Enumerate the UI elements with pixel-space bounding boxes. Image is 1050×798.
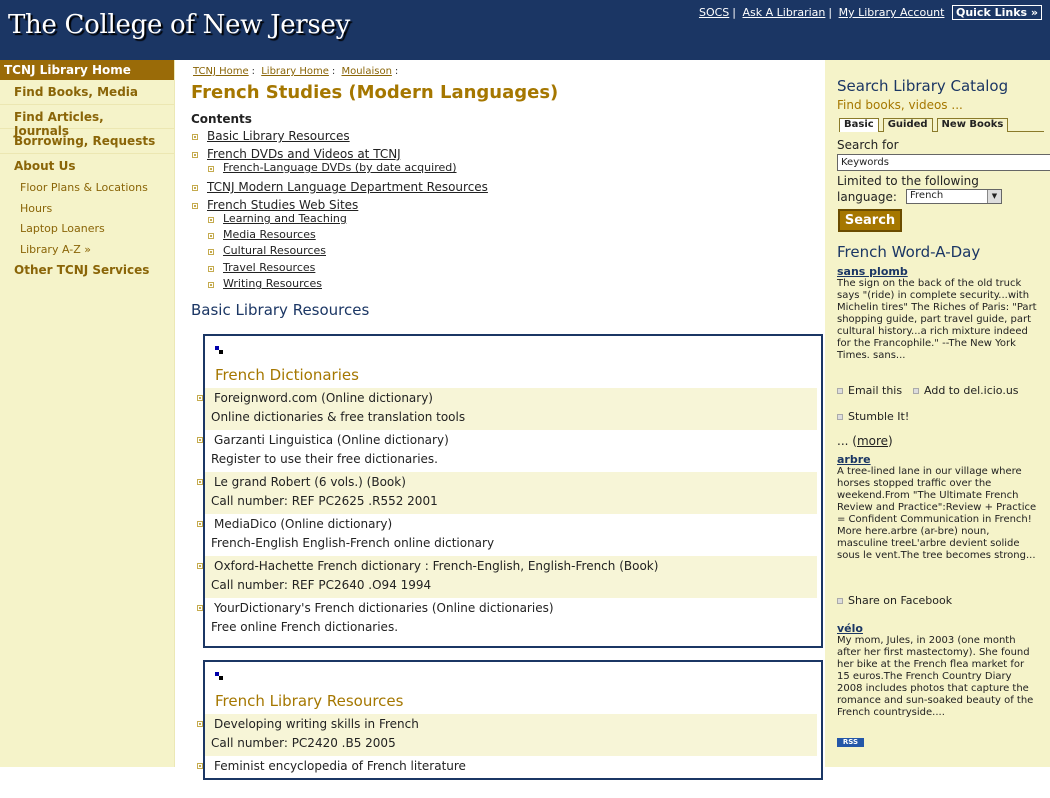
main-content (175, 60, 825, 773)
box-title: French Library Resources (215, 692, 404, 710)
list-item (205, 598, 817, 640)
stumble-it-link[interactable]: Stumble It! (848, 410, 910, 423)
toc-modern-language-dept[interactable]: TCNJ Modern Language Department Resources (207, 180, 488, 194)
toc-basic-library-resources[interactable]: Basic Library Resources (207, 129, 350, 143)
chevron-down-icon[interactable]: ▼ (987, 190, 1001, 203)
word-entry-title[interactable]: vélo (837, 622, 863, 635)
list-item (205, 756, 817, 798)
bullet-icon (208, 217, 214, 223)
resource-link[interactable]: MediaDico (Online dictionary) (214, 517, 393, 531)
nav-library-home[interactable]: TCNJ Library Home (0, 60, 174, 80)
left-navigation (0, 60, 175, 767)
email-icon (837, 388, 843, 394)
stumble-icon (837, 414, 843, 420)
toc-french-web-sites[interactable]: French Studies Web Sites (207, 198, 359, 212)
delicious-icon (913, 388, 919, 394)
word-entry-body: My mom, Jules, in 2003 (one month after her first mastectomy). She found her bike at the French flea market for 15 euros.The French Country Diary 2008 includes photos that capture the romance and sun-soaked beauty of the French countryside.... (837, 635, 1034, 718)
more-link[interactable]: more (856, 434, 889, 448)
resource-link[interactable]: Feminist encyclopedia of French literature (214, 759, 466, 773)
bullet-icon (192, 203, 198, 209)
toc-travel-resources[interactable]: Travel Resources (223, 261, 316, 274)
separator: | (828, 6, 833, 19)
resource-link[interactable]: YourDictionary's French dictionaries (Online dictionaries) (214, 601, 554, 615)
contents-heading: Contents (191, 112, 252, 126)
search-catalog-subtitle: Find books, videos ... (837, 98, 963, 112)
nav-hours[interactable]: Hours (20, 201, 53, 215)
toc-media-resources[interactable]: Media Resources (223, 228, 316, 241)
resource-link[interactable]: Garzanti Linguistica (Online dictionary) (214, 433, 449, 447)
site-header (0, 0, 1050, 60)
bullet-icon (208, 249, 214, 255)
separator: : (331, 66, 336, 77)
search-input[interactable]: Keywords (837, 154, 1050, 171)
resource-note: Online dictionaries & free translation tools (211, 410, 466, 424)
socs-link[interactable]: SOCS (698, 6, 730, 19)
bullet-icon (197, 437, 203, 443)
search-for-label: Search for (837, 138, 899, 152)
nav-laptop-loaners[interactable]: Laptop Loaners (20, 222, 105, 235)
nav-library-a-z[interactable]: Library A-Z » (20, 242, 91, 256)
page-title: French Studies (Modern Languages) (191, 82, 559, 103)
toc-french-dvds[interactable]: French DVDs and Videos at TCNJ (207, 147, 401, 161)
tab-guided[interactable]: Guided (883, 118, 933, 132)
resource-box-dictionaries (203, 334, 823, 648)
nav-other-services[interactable]: Other TCNJ Services (14, 263, 150, 277)
toc-cultural-resources[interactable]: Cultural Resources (223, 244, 326, 257)
toc-learning-teaching[interactable]: Learning and Teaching (223, 212, 347, 225)
language-select-value: French (910, 190, 944, 201)
my-library-account-link[interactable]: My Library Account (838, 6, 945, 19)
breadcrumb (193, 66, 401, 77)
bullet-icon (197, 521, 203, 527)
section-heading: Basic Library Resources (191, 301, 370, 319)
language-select[interactable] (906, 189, 1002, 204)
bullet-icon (208, 166, 214, 172)
list-item (205, 430, 817, 472)
list-item (205, 388, 817, 430)
breadcrumb-tcnj-home[interactable]: TCNJ Home (193, 66, 249, 77)
share-facebook-link[interactable]: Share on Facebook (848, 594, 953, 607)
resource-note: Register to use their free dictionaries. (211, 452, 438, 466)
email-this-link[interactable]: Email this (848, 384, 903, 397)
list-item (205, 714, 817, 756)
resource-link[interactable]: Foreignword.com (Online dictionary) (214, 391, 433, 405)
nav-borrowing-requests[interactable]: Borrowing, Requests (0, 129, 174, 154)
more-container (837, 434, 893, 448)
word-entry-title[interactable]: sans plomb (837, 265, 908, 278)
separator: | (732, 6, 736, 19)
separator: : (251, 66, 256, 77)
resource-link[interactable]: Developing writing skills in French (214, 717, 419, 731)
ask-librarian-link[interactable]: Ask A Librarian (742, 6, 826, 19)
resource-note: Call number: PC2420 .B5 2005 (211, 736, 396, 750)
box-toggle-icon[interactable] (215, 346, 223, 354)
bullet-icon (197, 763, 203, 769)
resource-note: Call number: REF PC2625 .R552 2001 (211, 494, 438, 508)
word-entry-body: A tree-lined lane in our village where horses stopped traffic over the weekend.From "The Ultimate French Review and Practice":Review + Practice = Confident Communication in French! More here.arbre (ar-bre) noun, masculine treeL'arbre devient solide sous le vent.The tree becomes strong... (837, 466, 1037, 561)
more-suffix: ) (888, 434, 893, 448)
list-item (205, 514, 817, 556)
rss-icon[interactable]: RSS (837, 738, 864, 747)
language-limit-label: Limited to the following language: (837, 174, 979, 204)
word-entry-title[interactable]: arbre (837, 453, 871, 466)
bullet-icon (197, 395, 203, 401)
list-item (205, 556, 817, 598)
resource-note: French-English English-French online dictionary (211, 536, 495, 550)
site-title[interactable]: The College of New Jersey (8, 10, 350, 40)
bullet-icon (192, 185, 198, 191)
list-item (205, 472, 817, 514)
bullet-icon (197, 563, 203, 569)
bullet-icon (192, 152, 198, 158)
tab-new-books[interactable]: New Books (937, 118, 1009, 132)
bullet-icon (208, 282, 214, 288)
breadcrumb-library-home[interactable]: Library Home (261, 66, 329, 77)
word-entry-body: The sign on the back of the old truck says "(ride) in complete security...with Michelin tires" The Riches of Paris: "Part shopping guide, part travel guide, part cultural history...a rich mixture indeed for the Francophile." --The New York Times. sans... (837, 278, 1037, 361)
nav-floor-plans[interactable]: Floor Plans & Locations (20, 181, 148, 194)
separator: : (394, 66, 399, 77)
tab-basic[interactable]: Basic (839, 118, 879, 132)
resource-note: Call number: REF PC2640 .O94 1994 (211, 578, 432, 592)
add-delicious-link[interactable]: Add to del.icio.us (924, 384, 1019, 397)
bullet-icon (208, 233, 214, 239)
nav-about-us[interactable]: About Us (14, 158, 76, 173)
bullet-icon (197, 721, 203, 727)
nav-find-articles-journals[interactable]: Find Articles, Journals (0, 105, 174, 130)
resource-note: Free online French dictionaries. (211, 620, 399, 634)
bullet-icon (192, 134, 198, 140)
word-a-day-title: French Word-A-Day (837, 243, 981, 261)
nav-find-books-media[interactable]: Find Books, Media (0, 80, 174, 105)
quick-links-button[interactable]: Quick Links » (952, 5, 1042, 20)
search-button[interactable]: Search (838, 209, 902, 232)
right-sidebar (825, 60, 1050, 767)
bullet-icon (197, 479, 203, 485)
search-tabs (839, 118, 1044, 132)
box-title: French Dictionaries (215, 366, 359, 384)
toc-french-language-dvds[interactable]: French-Language DVDs (by date acquired) (223, 161, 457, 174)
bullet-icon (197, 605, 203, 611)
top-links (699, 5, 1042, 20)
bullet-icon (208, 266, 214, 272)
breadcrumb-moulaison[interactable]: Moulaison (341, 66, 392, 77)
box-toggle-icon[interactable] (215, 672, 223, 680)
resource-link[interactable]: Oxford-Hachette French dictionary : French-English, English-French (Book) (214, 559, 659, 573)
resource-box-library-resources (203, 660, 823, 780)
toc-writing-resources[interactable]: Writing Resources (223, 277, 322, 290)
resource-link[interactable]: Le grand Robert (6 vols.) (Book) (214, 475, 406, 489)
facebook-icon (837, 598, 843, 604)
search-catalog-title: Search Library Catalog (837, 77, 1009, 95)
more-prefix: ... ( (837, 434, 857, 448)
